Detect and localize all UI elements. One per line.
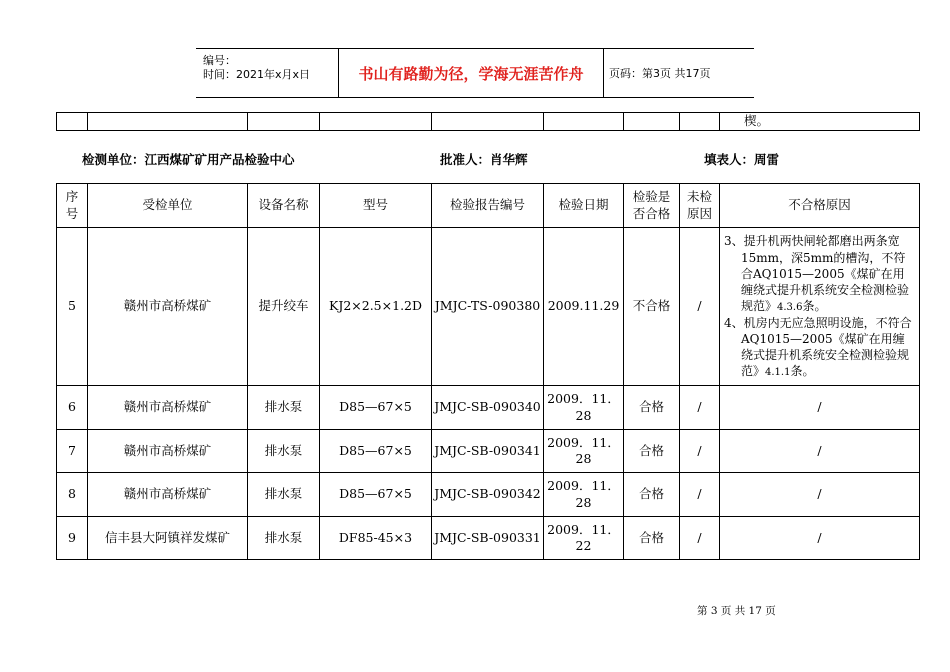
header-page-label: 页码：第3页 共17页 — [609, 67, 711, 80]
header-report: 检验报告编号 — [432, 184, 544, 228]
header-meta — [196, 49, 339, 97]
page-footer: 第 3 页 共 17 页 — [697, 605, 776, 617]
page-header — [196, 48, 754, 98]
carry-over-text: 楔。 — [720, 113, 920, 131]
inspection-unit: 检测单位：江西煤矿矿用产品检验中心 — [82, 152, 295, 167]
reason-item: 3、提升机两快闸轮都磨出两条宽15mm，深5mm的槽沟，不符合AQ1015—2005《煤矿在用缠绕式提升机系统安全检测检验规范》4.3.6条。 — [724, 234, 910, 314]
table-row: 8 赣州市高桥煤矿 排水泵 D85—67×5 JMJC-SB-090342 2009．11． 28 合格 / / — [57, 473, 920, 517]
table-header-row — [57, 184, 920, 228]
carry-over-table — [56, 112, 920, 131]
inspection-table — [56, 183, 920, 560]
header-pass: 检验是 否合格 — [624, 184, 680, 228]
header-motto: 书山有路勤为径，学海无涯苦作舟 — [339, 49, 604, 97]
header-date: 检验日期 — [544, 184, 624, 228]
header-model: 型号 — [320, 184, 432, 228]
form-filler: 填表人：周雷 — [704, 152, 780, 167]
doc-number-label: 编号： — [203, 54, 236, 67]
table-row: 9 信丰县大阿镇祥发煤矿 排水泵 DF85-45×3 JMJC-SB-090331 2009．11． 22 合格 / / — [57, 517, 920, 560]
table-row: 6 赣州市高桥煤矿 排水泵 D85—67×5 JMJC-SB-090340 2009．11． 28 合格 / / — [57, 386, 920, 430]
header-unit: 受检单位 — [88, 184, 248, 228]
header-reason: 不合格原因 — [720, 184, 920, 228]
approver: 批准人：肖华辉 — [440, 152, 528, 167]
header-uninspected: 未检 原因 — [680, 184, 720, 228]
doc-time-label: 时间：2021年x月x日 — [203, 68, 311, 81]
failure-reason — [720, 228, 920, 386]
header-seq: 序 号 — [57, 184, 88, 228]
header-device: 设备名称 — [248, 184, 320, 228]
table-row: 7 赣州市高桥煤矿 排水泵 D85—67×5 JMJC-SB-090341 2009．11． 28 合格 / / — [57, 430, 920, 473]
reason-item: 4、机房内无应急照明设施，不符合AQ1015—2005《煤矿在用缠绕式提升机系统安全检测检验规范》4.1.1条。 — [724, 315, 912, 379]
table-row: 5 赣州市高桥煤矿 提升绞车 KJ2×2.5×1.2D JMJC-TS-090380 2009.11.29 不合格 / 3、提升机两快闸轮都磨出两条宽15mm，深5mm的槽沟，不符合AQ1015—2005《煤矿在用缠绕式提升机系统安全检测检验规范》4.3.6条。 4、机房内无应急照明设施，不符合AQ1015—2005《煤矿在用缠绕式提升机系统安全检测检验规范》4.1.1条。 — [57, 228, 920, 386]
